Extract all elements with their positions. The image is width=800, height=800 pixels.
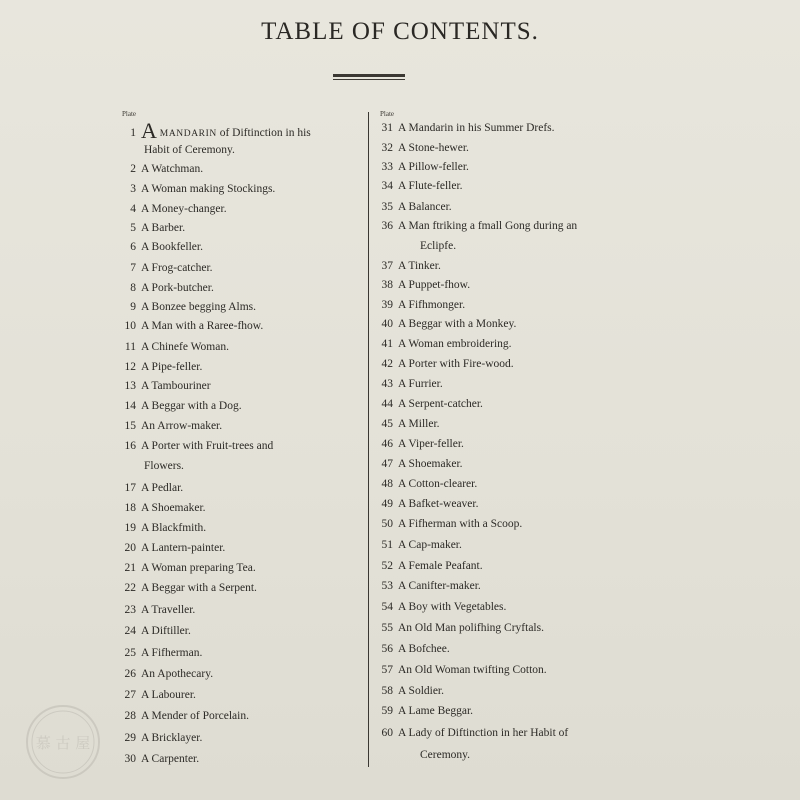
plate-title: A Cap-maker. bbox=[398, 539, 462, 551]
plate-number: 36 bbox=[381, 220, 393, 232]
plate-title: A Diftiller. bbox=[141, 625, 191, 637]
toc-entry bbox=[378, 539, 462, 551]
toc-entry bbox=[122, 732, 202, 744]
plate-number: 54 bbox=[381, 601, 393, 613]
toc-entry bbox=[122, 301, 256, 313]
small-caps-word: MANDARIN bbox=[159, 129, 217, 139]
plate-number: 17 bbox=[124, 482, 136, 494]
plate-title: A Balancer. bbox=[398, 201, 452, 213]
toc-entry bbox=[378, 643, 450, 655]
toc-entry bbox=[378, 418, 440, 430]
plate-title: A Money-changer. bbox=[141, 203, 227, 215]
plate-title: A Fifherman with a Scoop. bbox=[398, 518, 523, 530]
plate-title: A Bofchee. bbox=[398, 643, 450, 655]
plate-title: A Tinker. bbox=[398, 260, 441, 272]
toc-entry bbox=[378, 560, 483, 572]
plate-title-continuation: Habit of Ceremony. bbox=[144, 144, 235, 156]
plate-title: A Blackfmith. bbox=[141, 522, 207, 534]
seal-stamp bbox=[18, 702, 108, 782]
title-rule-thick bbox=[333, 74, 405, 77]
plate-title: A Miller. bbox=[398, 418, 440, 430]
plate-number: 1 bbox=[130, 127, 136, 139]
toc-entry bbox=[122, 163, 203, 175]
plate-title: An Old Woman twifting Cotton. bbox=[398, 664, 547, 676]
toc-entry bbox=[378, 338, 512, 350]
plate-number: 43 bbox=[381, 378, 393, 390]
plate-number: 3 bbox=[130, 183, 136, 195]
plate-title: A Puppet-fhow. bbox=[398, 279, 471, 291]
toc-entry bbox=[122, 502, 206, 514]
plate-number: 48 bbox=[381, 478, 393, 490]
plate-title: A Carpenter. bbox=[141, 753, 200, 765]
plate-number: 12 bbox=[124, 361, 136, 373]
plate-number: 56 bbox=[381, 643, 393, 655]
plate-title: A Mandarin in his Summer Drefs. bbox=[398, 122, 555, 134]
toc-entry bbox=[378, 142, 469, 154]
plate-number: 35 bbox=[381, 201, 393, 213]
plate-number: 16 bbox=[124, 440, 136, 452]
toc-entry bbox=[378, 601, 506, 613]
plate-title: A Lantern-painter. bbox=[141, 542, 226, 554]
toc-entry bbox=[122, 118, 311, 144]
plate-title: A Chinefe Woman. bbox=[141, 341, 229, 353]
toc-entry bbox=[122, 689, 196, 701]
toc-entry bbox=[122, 562, 256, 574]
plate-number: 10 bbox=[124, 320, 136, 332]
plate-number: 24 bbox=[124, 625, 136, 637]
plate-number: 38 bbox=[381, 279, 393, 291]
toc-entry bbox=[378, 398, 483, 410]
plate-title: A Viper-feller. bbox=[398, 438, 464, 450]
plate-number: 23 bbox=[124, 604, 136, 616]
toc-entry bbox=[378, 299, 465, 311]
toc-entry bbox=[122, 361, 202, 373]
plate-title: A Fifhmonger. bbox=[398, 299, 466, 311]
toc-entry bbox=[122, 542, 225, 554]
toc-entry bbox=[378, 685, 444, 697]
plate-number: 39 bbox=[381, 299, 393, 311]
plate-number: 42 bbox=[381, 358, 393, 370]
plate-number: 19 bbox=[124, 522, 136, 534]
plate-title: A Woman making Stockings. bbox=[141, 183, 276, 195]
plate-number: 15 bbox=[124, 420, 136, 432]
plate-title: A Mender of Porcelain. bbox=[141, 710, 249, 722]
plate-title: A Bookfeller. bbox=[141, 241, 203, 253]
toc-entry bbox=[122, 625, 191, 637]
plate-title: A Porter with Fire-wood. bbox=[398, 358, 514, 370]
plate-title: A Pedlar. bbox=[141, 482, 184, 494]
plate-number: 58 bbox=[381, 685, 393, 697]
plate-number: 9 bbox=[130, 301, 136, 313]
toc-entry bbox=[122, 420, 222, 432]
toc-entry bbox=[378, 201, 452, 213]
plate-title: A Soldier. bbox=[398, 685, 445, 697]
plate-title-continuation: Flowers. bbox=[144, 460, 184, 472]
plate-title: A Beggar with a Monkey. bbox=[398, 318, 517, 330]
plate-title: A Labourer. bbox=[141, 689, 196, 701]
plate-title: A Porter with Fruit-trees and bbox=[141, 440, 274, 452]
toc-entry bbox=[378, 260, 441, 272]
toc-entry bbox=[378, 318, 516, 330]
plate-title-continuation: Eclipfe. bbox=[420, 240, 457, 252]
toc-entry bbox=[378, 122, 555, 134]
toc-entry bbox=[122, 522, 206, 534]
plate-header-right: Plate bbox=[380, 110, 394, 118]
toc-entry bbox=[122, 262, 213, 274]
toc-entry bbox=[378, 279, 470, 291]
toc-entry bbox=[122, 647, 202, 659]
plate-title: A Pipe-feller. bbox=[141, 361, 203, 373]
toc-entry bbox=[378, 705, 473, 717]
plate-title: A Traveller. bbox=[141, 604, 196, 616]
plate-number: 11 bbox=[124, 341, 136, 353]
plate-title: An Apothecary. bbox=[141, 668, 214, 680]
plate-title: A Fifherman. bbox=[141, 647, 203, 659]
toc-entry bbox=[122, 380, 211, 392]
toc-entry bbox=[378, 161, 469, 173]
plate-title: A Stone-hewer. bbox=[398, 142, 469, 154]
plate-title: A Woman preparing Tea. bbox=[141, 562, 256, 574]
plate-title: A Boy with Vegetables. bbox=[398, 601, 507, 613]
plate-number: 4 bbox=[130, 203, 136, 215]
plate-number: 18 bbox=[124, 502, 136, 514]
toc-entry bbox=[122, 668, 213, 680]
toc-entry bbox=[378, 358, 514, 370]
plate-title: A Man with a Raree-fhow. bbox=[141, 320, 264, 332]
plate-number: 7 bbox=[130, 262, 136, 274]
plate-number: 46 bbox=[381, 438, 393, 450]
plate-title: of Diftinction in his bbox=[219, 127, 311, 139]
toc-entry bbox=[378, 220, 577, 232]
toc-entry bbox=[122, 400, 242, 412]
plate-number: 32 bbox=[381, 142, 393, 154]
column-divider bbox=[368, 112, 369, 767]
toc-entry bbox=[122, 582, 257, 594]
plate-title-continuation: Ceremony. bbox=[420, 749, 471, 761]
toc-entry bbox=[122, 482, 183, 494]
toc-entry bbox=[378, 622, 544, 634]
toc-entry bbox=[378, 378, 443, 390]
plate-title: A Watchman. bbox=[141, 163, 204, 175]
plate-number: 13 bbox=[124, 380, 136, 392]
toc-entry bbox=[378, 498, 478, 510]
toc-entry bbox=[378, 518, 522, 530]
plate-number: 45 bbox=[381, 418, 393, 430]
plate-number: 53 bbox=[381, 580, 393, 592]
plate-title: A Serpent-catcher. bbox=[398, 398, 483, 410]
toc-entry bbox=[122, 183, 275, 195]
plate-number: 6 bbox=[130, 241, 136, 253]
plate-number: 59 bbox=[381, 705, 393, 717]
drop-capital: A bbox=[141, 118, 157, 143]
toc-entry bbox=[122, 440, 273, 452]
plate-title: A Cotton-clearer. bbox=[398, 478, 478, 490]
plate-title: A Tambouriner bbox=[141, 380, 211, 392]
plate-header-left: Plate bbox=[122, 110, 136, 118]
page-title: TABLE OF CONTENTS. bbox=[261, 18, 539, 45]
toc-entry bbox=[122, 241, 203, 253]
toc-entry bbox=[378, 478, 477, 490]
toc-entry bbox=[122, 320, 263, 332]
plate-number: 26 bbox=[124, 668, 136, 680]
plate-number: 33 bbox=[381, 161, 393, 173]
plate-number: 49 bbox=[381, 498, 393, 510]
plate-title: A Man ftriking a fmall Gong during an bbox=[398, 220, 578, 232]
plate-title: A Bonzee begging Alms. bbox=[141, 301, 256, 313]
plate-number: 44 bbox=[381, 398, 393, 410]
title-rule-thin bbox=[333, 79, 405, 80]
plate-number: 27 bbox=[124, 689, 136, 701]
plate-number: 5 bbox=[130, 222, 136, 234]
plate-number: 41 bbox=[381, 338, 393, 350]
plate-number: 52 bbox=[381, 560, 393, 572]
plate-number: 50 bbox=[381, 518, 393, 530]
plate-number: 2 bbox=[130, 163, 136, 175]
plate-number: 40 bbox=[381, 318, 393, 330]
plate-title: A Bricklayer. bbox=[141, 732, 203, 744]
plate-title: A Beggar with a Serpent. bbox=[141, 582, 257, 594]
plate-number: 57 bbox=[381, 664, 393, 676]
plate-title: A Pillow-feller. bbox=[398, 161, 469, 173]
toc-entry bbox=[378, 727, 568, 739]
plate-title: A Bafket-weaver. bbox=[398, 498, 479, 510]
plate-title: An Old Man polifhing Cryftals. bbox=[398, 622, 544, 634]
plate-number: 29 bbox=[124, 732, 136, 744]
svg-text:慕 古 屋: 慕 古 屋 bbox=[35, 734, 91, 752]
toc-entry bbox=[122, 222, 185, 234]
plate-title: A Frog-catcher. bbox=[141, 262, 213, 274]
plate-number: 30 bbox=[124, 753, 136, 765]
plate-number: 14 bbox=[124, 400, 136, 412]
plate-title: A Furrier. bbox=[398, 378, 443, 390]
plate-title: A Barber. bbox=[141, 222, 186, 234]
plate-number: 28 bbox=[124, 710, 136, 722]
toc-entry bbox=[122, 282, 214, 294]
plate-number: 31 bbox=[381, 122, 393, 134]
plate-title: A Woman embroidering. bbox=[398, 338, 512, 350]
plate-number: 37 bbox=[381, 260, 393, 272]
toc-entry bbox=[378, 580, 481, 592]
plate-number: 21 bbox=[124, 562, 136, 574]
plate-title: A Shoemaker. bbox=[141, 502, 206, 514]
plate-number: 47 bbox=[381, 458, 393, 470]
toc-entry bbox=[122, 710, 249, 722]
toc-entry bbox=[122, 203, 227, 215]
plate-number: 25 bbox=[124, 647, 136, 659]
toc-entry bbox=[378, 664, 547, 676]
plate-title: A Female Peafant. bbox=[398, 560, 483, 572]
plate-title: A Lame Beggar. bbox=[398, 705, 474, 717]
plate-title: A Lady of Diftinction in her Habit of bbox=[398, 727, 569, 739]
toc-entry bbox=[122, 341, 229, 353]
plate-number: 8 bbox=[130, 282, 136, 294]
plate-number: 34 bbox=[381, 180, 393, 192]
plate-number: 60 bbox=[381, 727, 393, 739]
plate-title: An Arrow-maker. bbox=[141, 420, 223, 432]
toc-entry bbox=[122, 753, 199, 765]
toc-entry bbox=[378, 438, 464, 450]
plate-number: 22 bbox=[124, 582, 136, 594]
plate-title: A Canifter-maker. bbox=[398, 580, 481, 592]
plate-number: 51 bbox=[381, 539, 393, 551]
toc-entry bbox=[122, 604, 195, 616]
plate-title: A Beggar with a Dog. bbox=[141, 400, 242, 412]
plate-title: A Flute-feller. bbox=[398, 180, 463, 192]
plate-title: A Shoemaker. bbox=[398, 458, 463, 470]
toc-entry bbox=[378, 180, 463, 192]
plate-number: 20 bbox=[124, 542, 136, 554]
plate-number: 55 bbox=[381, 622, 393, 634]
plate-title: A Pork-butcher. bbox=[141, 282, 214, 294]
toc-entry bbox=[378, 458, 463, 470]
